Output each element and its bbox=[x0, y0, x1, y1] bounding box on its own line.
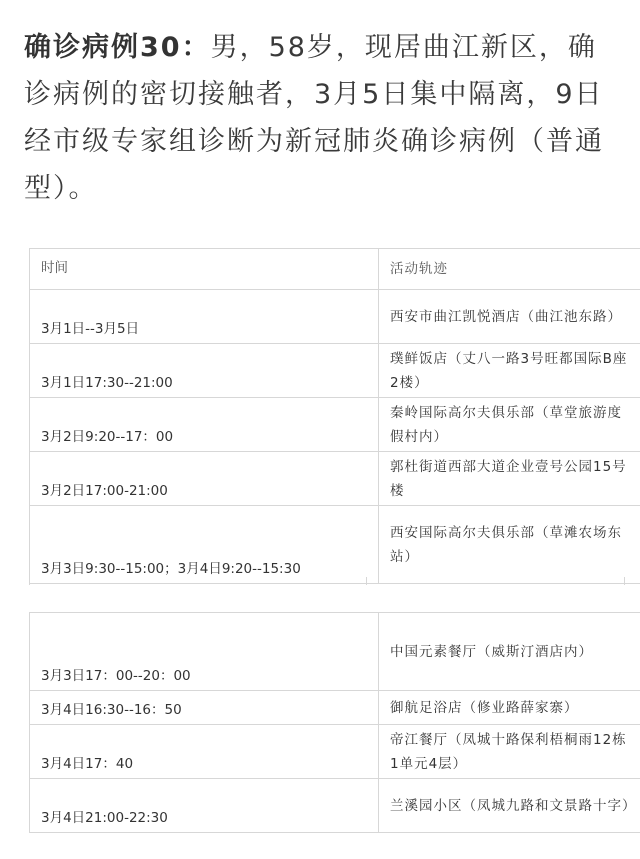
row-activity: 兰溪园小区（凤城九路和文景路十字） bbox=[379, 779, 640, 833]
row-time: 3月1日--3月5日 bbox=[30, 290, 379, 344]
row-time: 3月3日9:30--15:00；3月4日9:20--15:30 bbox=[30, 506, 379, 584]
case-label: 确诊病例30： bbox=[24, 32, 211, 63]
row-time: 3月4日17：40 bbox=[30, 725, 379, 779]
row-time: 3月2日17:00-21:00 bbox=[30, 452, 379, 506]
case-text: 男，58岁，现居曲江新区，确诊病例的密切接触者，3月5日集中隔离，9日经市级专家组诊断为新冠肺炎确诊病例（普通型）。 bbox=[24, 32, 604, 204]
row-activity: 帝江餐厅（凤城十路保利梧桐雨12栋1单元4层） bbox=[379, 725, 640, 779]
table-row bbox=[30, 452, 640, 506]
row-time: 3月3日17：00--20：00 bbox=[30, 613, 379, 691]
row-time: 3月4日16:30--16：50 bbox=[30, 691, 379, 725]
row-activity: 中国元素餐厅（威斯汀酒店内） bbox=[379, 613, 640, 691]
row-activity: 御航足浴店（修业路薛家寨） bbox=[379, 691, 640, 725]
row-activity: 郭杜街道西部大道企业壹号公园15号楼 bbox=[379, 452, 640, 506]
table-row bbox=[30, 290, 640, 344]
table-row bbox=[30, 506, 640, 584]
header-activity: 活动轨迹 bbox=[379, 249, 640, 290]
case-paragraph bbox=[24, 24, 624, 212]
header-time: 时间 bbox=[30, 249, 379, 290]
row-time: 3月4日21:00-22:30 bbox=[30, 779, 379, 833]
table-row bbox=[30, 398, 640, 452]
row-activity: 璞鲜饭店（丈八一路3号旺都国际B座2楼） bbox=[379, 344, 640, 398]
row-activity: 秦岭国际高尔夫俱乐部（草堂旅游度假村内） bbox=[379, 398, 640, 452]
table-row bbox=[30, 779, 640, 833]
row-activity: 西安国际高尔夫俱乐部（草滩农场东站） bbox=[379, 506, 640, 584]
table-row bbox=[30, 613, 640, 691]
table-row bbox=[30, 691, 640, 725]
table-break-stub bbox=[29, 577, 625, 585]
row-activity: 西安市曲江凯悦酒店（曲江池东路） bbox=[379, 290, 640, 344]
table-row bbox=[30, 725, 640, 779]
row-time: 3月2日9:20--17：00 bbox=[30, 398, 379, 452]
table-header-row bbox=[30, 249, 640, 290]
trajectory-table-part1 bbox=[29, 248, 640, 584]
trajectory-table-part2 bbox=[29, 612, 640, 833]
table-row bbox=[30, 344, 640, 398]
row-time: 3月1日17:30--21:00 bbox=[30, 344, 379, 398]
